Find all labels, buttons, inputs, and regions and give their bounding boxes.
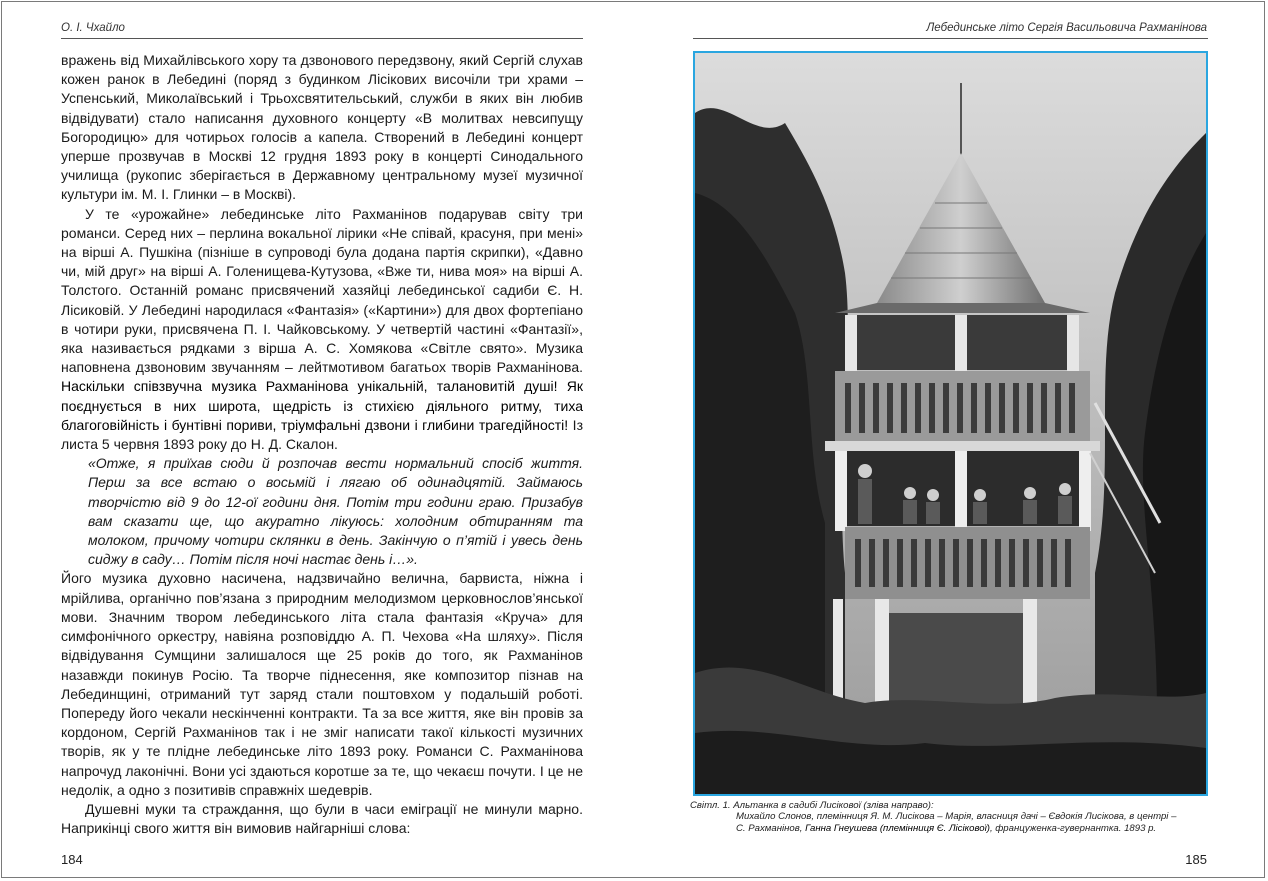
gazebo-photo [693,51,1208,796]
left-page-number: 184 [61,852,83,867]
paragraph-4: Душевні муки та страждання, що були в часи еміграції не минули марно. Наприкінці свого життя він вимовив найгарніші слова: [61,800,583,837]
right-running-head: Лебединське літо Сергія Васильовича Рахманінова [926,22,1207,34]
caption-line-2: Михайло Слонов, племінниця Я. М. Лисікова – Марія, власниця дачі – Євдокія Лисікова, в центрі – [736,811,1177,823]
caption-line-3-start: С. Рахманінов, [736,822,806,834]
left-header-rule [61,38,583,39]
left-running-head: О. І. Чхайло [61,22,125,34]
right-page-number: 185 [1185,852,1207,867]
gazebo-photo-illustration [695,53,1206,794]
caption-line-3 [690,823,1210,834]
caption-line-3-end: , француженка-гувернантка. 1893 р. [989,822,1157,834]
paragraph-2-part-a: У те «урожайне» лебединське літо Рахманінов подарував світу три романси. Серед них – перлина вокальної лірики «Не співай, красуня, при мені» на вірші А. Пушкіна (пізніше в супроводі була додана партія скрипки), «Давно чи, мій друг» на вірші А. Голенищева-Кутузова, «Вже ти, нива моя» на вірші А. Толстого. Останній романс присвячений хазяйці лебединської садиби Є. Н. Лісиковій. У Лебедині народилася «Фантазія» («Картини») для двох фортепіано в чотири руки, присвячена П. І. Чайковському. У четвертій частині «Фантазії», яка називається рядками з вірша А. С. Хомякова «Світле свято». Музика наповнена дзвоновим звучанням – лейтмотивом багатьох творів Рахманінова. [61,205,583,376]
paragraph-3: Його музика духовно насичена, надзвичайно велична, барвиста, ніжна і мрійлива, органічно пов’язана з природним мелодизмом церковнослов’янської мови. Значним твором лебединського літа стала фантазія «Круча» для симфонічного оркестру, навіяна розповіддю А. П. Чехова «На шляху». Після відвідування Сумщини залишалося ще 25 років до того, як Рахманінов назавжди покинув Росію. Та творче піднесення, яке композитор пізнав на Лебединщині, отриманий тут заряд стали поштовхом у подальшій роботі. Попереду його чекали нескінченні контракти. Та за все життя, яке він провів за кордоном, Сергій Рахманінов так і не зміг написати такої кількості музичних творів, як у те плідне лебединське літо 1893 року. Романси С. Рахманінова напрочуд лаконічні. Вони усі здаються коротше за те, що чекаєш почути. І це не недолік, а одно з позитивів справжніх шедеврів. [61,570,583,798]
right-header-rule [693,38,1208,39]
photo-caption [690,800,1210,834]
caption-line-3-highlight: Ганна Гнеушева (племінниця Є. Лісікової) [805,822,990,834]
paragraph-2-highlight: Наскільки співзвучна музика Рахманінова унікальній, талановитій душі! Як поєднується в них широта, щедрість із стихією діяльного ритму, тиха благоговійність і бунтівні пориви, тріумфальні дзвони і глибини трагедійності! [61,378,583,433]
paragraph-2 [61,205,583,455]
letter-quote: «Отже, я приїхав сюди й розпочав вести нормальний спосіб життя. Перш за все встаю о восьмій і лягаю об одинадцятій. Займаюсь творчістю від 9 до 12-ої години дня. Потім три години граю. Призабув вам сказати ще, що акуратно лікуюсь: холодним обтиранням та молоком, причому чотири склянки в день. Закінчую о п’ятій і увесь день сиджу в саду… Потім після ночі настає день і…». [88,455,583,568]
left-text-column [61,51,583,838]
caption-line-1: Світл. 1. Альтанка в садибі Лисікової (зліва направо): [690,800,934,811]
paragraph-1: вражень від Михайлівського хору та дзвонового передзвону, який Сергій слухав кожен ранок в Лебедині (поряд з будинком Лісікових височіли три храми – Успенський, Миколаївський і Трьохсвятительський, служби в яких він любив відвідувати) стало написання духовного концерту «В молитвах невсипущу Богородицю» для чотирьох голосів а капела. Створений в Лебедині концерт уперше прозвучав в Москві 12 грудня 1893 року в концерті Синодального училища (рукопис зберігається в Державному центральному музеї музичної культури ім. М. І. Глинки – в Москві). [61,52,583,203]
paragraph-2-part-c: Із листа 5 червня 1893 року до Н. Д. Скалон. [61,416,583,453]
